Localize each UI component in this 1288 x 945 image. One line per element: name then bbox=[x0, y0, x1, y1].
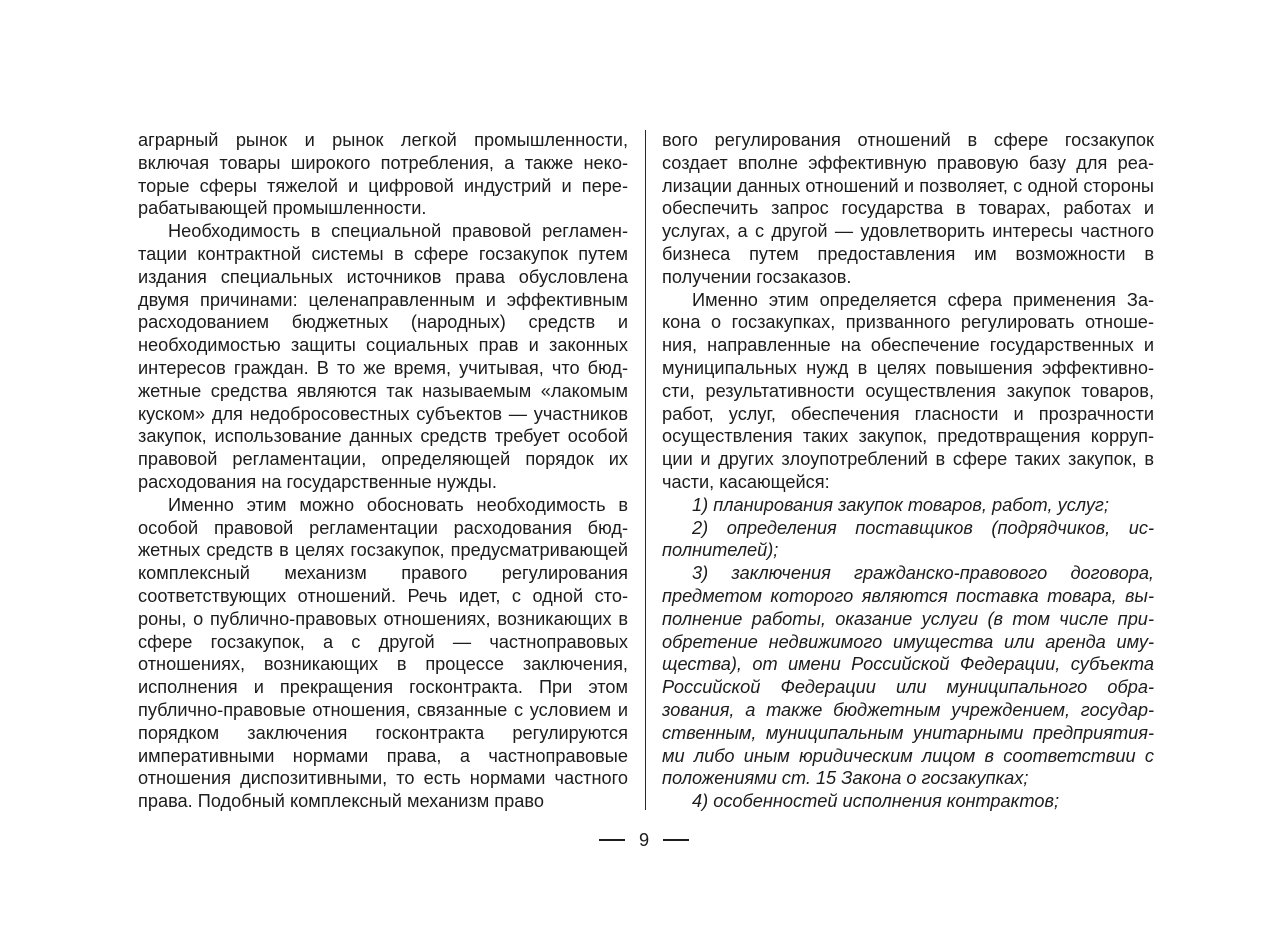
list-item: 2) определения поставщиков (подрядчиков, исполнителей); bbox=[662, 517, 1154, 561]
list-item: 1) планирования закупок товаров, работ, услуг; bbox=[692, 494, 1109, 515]
right-column bbox=[662, 129, 1154, 813]
page-number: 9 bbox=[638, 830, 650, 850]
list-item: 3) заключения гражданско-правового договора, предметом которого являются поставка товара, выполнение работы, оказание услуги (в том числе приобретение недвижимого имущества или аренда имущества), от имени Российской Федерации, субъекта Российской Федерации или муниципального образования, а также бюджетным учреждением, государственным, муниципальным унитарными предприятиями либо иным юридическим лицом в соответствии с положениями ст. 15 Закона о госзакупках; bbox=[662, 563, 1154, 789]
paragraph: Именно этим определяется сфера применения Закона о госзакупках, призванного регулировать отношения, направленные на обеспечение государственных и муниципальных нужд в целях повышения эффективности, результативности осуществления закупок товаров, работ, услуг, обеспечения гласности и прозрачности осуществления таких закупок, предотвращения коррупции и других злоупотреблений в сфере таких закупок, в части, касающейся: bbox=[662, 289, 1154, 492]
footer-dash-right bbox=[663, 839, 689, 841]
footer-dash-left bbox=[599, 839, 625, 841]
paragraph: аграрный рынок и рынок легкой промышленности, включая товары широкого потребления, а также некоторые сферы тяжелой и цифровой индустрий и перерабатывающей промышленности. bbox=[138, 130, 628, 219]
paragraph: Необходимость в специальной правовой регламентации контрактной системы в сфере госзакупок путем издания специальных источников права обусловлена двумя причинами: целенаправленным и эффективным расходованием бюджетных (народных) средств и необходимостью защиты социальных прав и законных интересов граждан. В то же время, учитывая, что бюджетные средства являются так называемым «лакомым куском» для недобросовестных субъектов — участников закупок, использование данных средств требует особой правовой регламентации, определяющей порядок их расходования на государственные нужды. bbox=[138, 221, 628, 492]
page-footer bbox=[0, 829, 1288, 851]
left-column bbox=[138, 129, 628, 813]
paragraph: Именно этим можно обосновать необходимость в особой правовой регламентации расходования бюджетных средств в целях госзакупок, предусматривающей комплексный механизм правого регулирования соответствующих отношений. Речь идет, с одной стороны, о публично-правовых отношениях, возникающих в сфере госзакупок, а с другой — частноправовых отношениях, возникающих в процессе заключения, исполнения и прекращения госконтракта. При этом публично-правовые отношения, связанные с условием и порядком заключения госконтракта регулируются императивными нормами права, а частноправовые отношения диспозитивными, то есть нормами частного права. Подобный комплексный механизм право bbox=[138, 494, 628, 812]
paragraph: вого регулирования отношений в сфере госзакупок создает вполне эффективную правовую базу для реализации данных отношений и позволяет, с одной стороны обеспечить запрос государства в товарах, работах и услугах, а с другой — удовлетворить интересы частного бизнеса путем предоставления им возможности в получении госзаказов. bbox=[662, 130, 1154, 287]
column-divider bbox=[645, 130, 646, 810]
list-item: 4) особенностей исполнения контрактов; bbox=[692, 791, 1060, 812]
